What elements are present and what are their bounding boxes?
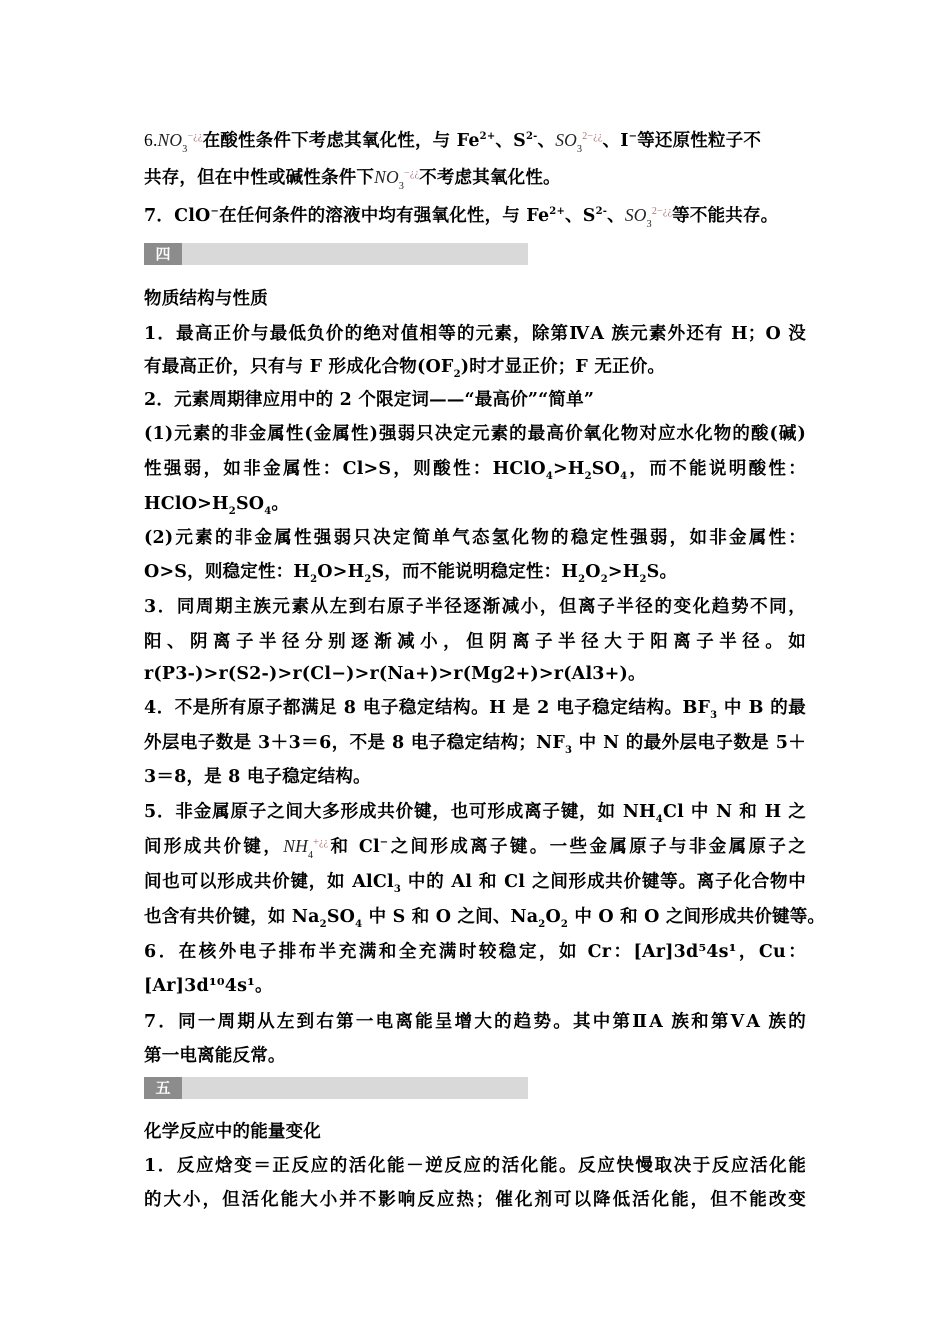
para-9-line-2: 第一电离能反常。 <box>144 1046 286 1066</box>
para-7-line-3: 间也可以形成共价键，如 AlCl$_3$ 中的 Al 和 Cl 之间形成共价键等。离子化合物中 <box>144 872 806 895</box>
section-bar-four <box>144 243 528 265</box>
item-6-line-2: 共存，但在中性或碱性条件下$NO_3^{-¿¿}$不考虑其氧化性。 <box>144 167 561 192</box>
para-8-line-2: [Ar]3d¹⁰4s¹。 <box>144 976 273 996</box>
para-7-line-2: 间形成共价键，$NH_4^{+¿¿}$和 Cl−之间形成离子键。一些金属原子与非金属原子之 <box>144 836 807 861</box>
para-5-line-3: r(P3-)>r(S2-)>r(Cl−)>r(Na+)>r(Mg2+)>r(Al3+)。 <box>144 664 646 684</box>
para-3-line-2: 性强弱，如非金属性：Cl>S，则酸性：$HClO_4>H_2SO_4$，而不能说明酸性： <box>144 459 806 482</box>
para-10-line-2: 的大小，但活化能大小并不影响反应热；催化剂可以降低活化能，但不能改变 <box>144 1190 806 1210</box>
para-5-line-2: 阳、阴离子半径分别逐渐减小，但阴离子半径大于阳离子半径。如 <box>144 632 806 652</box>
para-7-line-1: 5．非金属原子之间大多形成共价键，也可形成离子键，如 $NH_4Cl$ 中 N 和 H 之 <box>144 802 806 825</box>
para-4-line-1: (2)元素的非金属性强弱只决定简单气态氢化物的稳定性强弱，如非金属性： <box>144 528 806 548</box>
para-5-line-1: 3．同周期主族元素从左到右原子半径逐渐减小，但离子半径的变化趋势不同， <box>144 597 806 617</box>
formula-no3: $NO_3^{-¿¿}$ <box>157 130 203 155</box>
item-7-line: 7．ClO−在任何条件的溶液中均有强氧化性，与 $Fe^{2+}$、$S^{2-}$、$SO_3^{2-¿¿}$等不能共存。 <box>144 205 779 230</box>
section-tag-five: 五 <box>144 1077 182 1099</box>
para-1-line-1: 1．最高正价与最低负价的绝对值相等的元素，除第ⅣA 族元素外还有 H；O 没 <box>144 324 806 344</box>
para-3-line-1: (1)元素的非金属性(金属性)强弱只决定元素的最高价氧化物对应水化物的酸(碱) <box>144 424 806 444</box>
section-title-structure: 物质结构与性质 <box>144 289 268 309</box>
section-tag-four: 四 <box>144 243 182 265</box>
para-2-line: 2．元素周期律应用中的 2 个限定词——“最高价”“简单” <box>144 390 595 410</box>
formula-nh4: $NH_4^{+¿¿}$ <box>283 836 329 861</box>
para-6-line-2: 外层电子数是 3＋3＝6，不是 8 电子稳定结构；$NF_3$ 中 N 的最外层电子数是 5＋ <box>144 733 806 756</box>
para-6-line-3: 3＝8，是 8 电子稳定结构。 <box>144 767 371 787</box>
para-1-line-2: 有最高正价，只有与 F 形成化合物$(OF_2)$时才显正价；F 无正价。 <box>144 357 666 380</box>
formula-so3: $SO_3^{2-¿¿}$ <box>555 130 603 155</box>
section-bar-five <box>144 1077 528 1099</box>
section-title-energy: 化学反应中的能量变化 <box>144 1122 321 1142</box>
para-4-line-2: O>S，则稳定性：$H_2O>H_2S$，而不能说明稳定性：$H_2O_2>H_2S$。 <box>144 562 678 585</box>
para-9-line-1: 7．同一周期从左到右第一电离能呈增大的趋势。其中第ⅡA 族和第ⅤA 族的 <box>144 1012 806 1032</box>
item-6-line-1: $6.NO_3^{-¿¿}$在酸性条件下考虑其氧化性，与 $Fe^{2+}$、$S^{2-}$、$SO_3^{2-¿¿}$、I−等还原性粒子不 <box>144 130 762 155</box>
para-8-line-1: 6．在核外电子排布半充满和全充满时较稳定，如 Cr：[Ar]3d⁵4s¹，Cu： <box>144 942 806 962</box>
para-10-line-1: 1．反应焓变＝正反应的活化能－逆反应的活化能。反应快慢取决于反应活化能 <box>144 1156 806 1176</box>
para-3-line-3: $HClO>H_2SO_4$。 <box>144 494 290 517</box>
para-6-line-1: 4．不是所有原子都满足 8 电子稳定结构。H 是 2 电子稳定结构。$BF_3$ 中 B 的最 <box>144 698 806 721</box>
para-7-line-4: 也含有共价键，如 $Na_2SO_4$ 中 S 和 O 之间、$Na_2O_2$ 中 O 和 O 之间形成共价键等。 <box>144 907 826 930</box>
